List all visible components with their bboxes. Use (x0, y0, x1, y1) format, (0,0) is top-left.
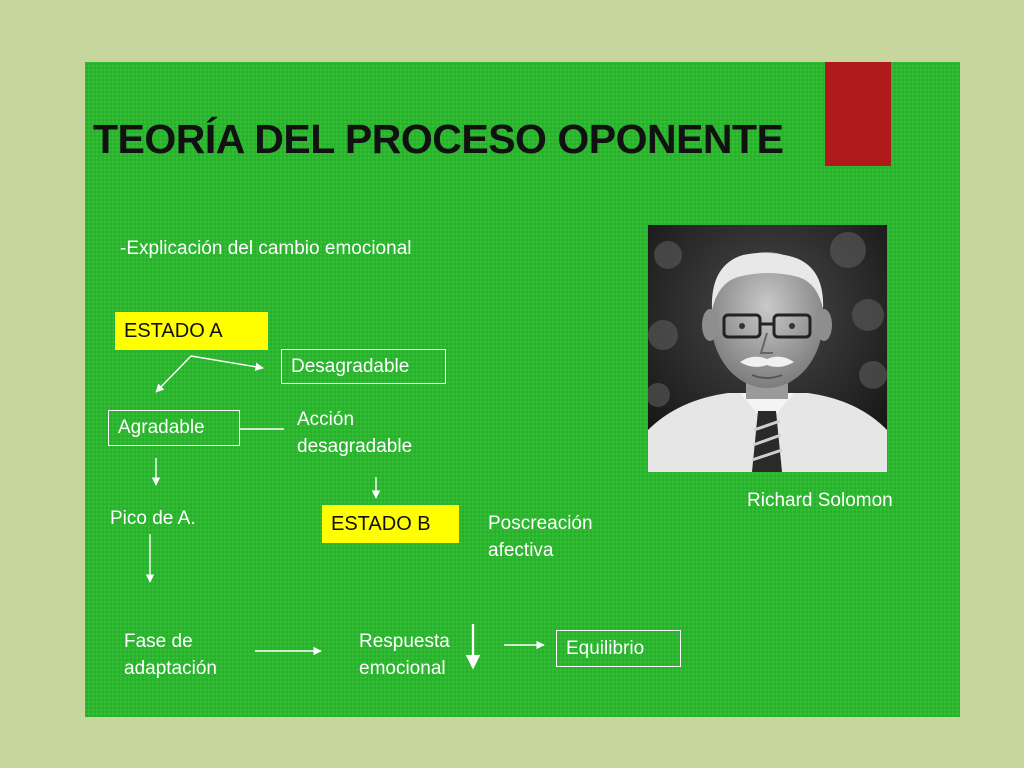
equilibrio-box: Equilibrio (556, 630, 681, 667)
fase-line-2: adaptación (124, 658, 217, 679)
agradable-box: Agradable (108, 410, 240, 446)
pico-label: Pico de A. (110, 508, 196, 529)
respuesta-line-1: Respuesta (359, 631, 450, 652)
desagradable-box: Desagradable (281, 349, 446, 384)
poscreacion-line-2: afectiva (488, 540, 554, 561)
accion-line-2: desagradable (297, 436, 413, 457)
poscreacion-line-1: Poscreación (488, 513, 593, 534)
portrait-photo (648, 225, 887, 472)
respuesta-line-2: emocional (359, 658, 446, 679)
estado-a-box: ESTADO A (115, 312, 268, 350)
portrait-illustration (648, 225, 887, 472)
arrow-estado-a-to-desagradable (191, 356, 263, 368)
arrow-estado-a-to-agradable (156, 356, 191, 392)
fase-line-1: Fase de (124, 631, 193, 652)
accion-line-1: Acción (297, 409, 355, 430)
estado-b-box: ESTADO B (322, 505, 459, 543)
slide-title: TEORÍA DEL PROCESO OPONENTE (93, 116, 784, 162)
subtitle: -Explicación del cambio emocional (120, 238, 412, 259)
slide (85, 62, 960, 717)
photo-caption: Richard Solomon (747, 490, 893, 511)
